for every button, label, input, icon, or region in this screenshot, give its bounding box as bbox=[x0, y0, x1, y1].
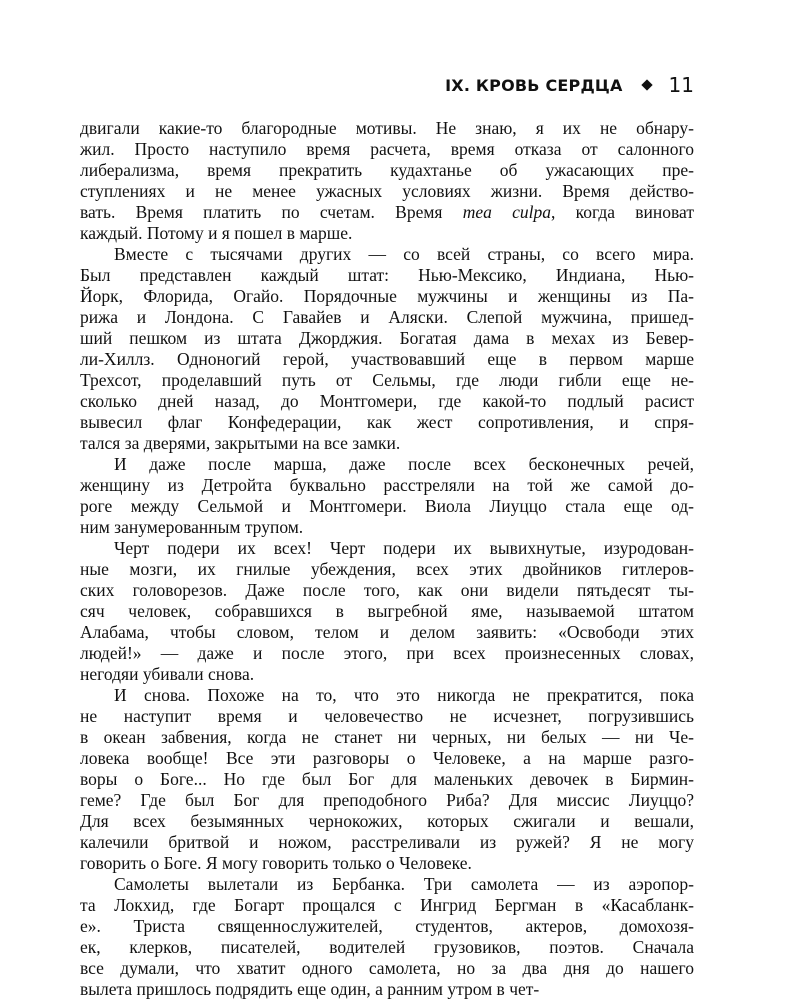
text-line: И даже после марша, даже после всех бесконечных речей, bbox=[114, 454, 694, 474]
text-line: вать. Время платить по счетам. Время mea culpa, когда виноват bbox=[80, 202, 694, 222]
text-line: Черт подери их всех! Черт подери их вывихнутые, изуродован- bbox=[114, 538, 694, 558]
paragraph bbox=[80, 538, 694, 685]
text-line: Алабама, чтобы словом, телом и делом заявить: «Освободи этих bbox=[80, 622, 694, 642]
text-line: людей!» — даже и после этого, при всех произнесенных словах, bbox=[80, 643, 694, 663]
text-line: калечили бритвой и ножом, расстреливали из ружей? Я не могу bbox=[80, 832, 694, 852]
text-line: воры о Боге... Но где был Бог для маленьких девочек в Бирмин- bbox=[80, 769, 694, 789]
text-line: либерализма, время прекратить кудахтанье об ужасающих пре- bbox=[80, 160, 694, 180]
text-line: Был представлен каждый штат: Нью-Мексико, Индиана, Нью- bbox=[80, 265, 694, 285]
page-header bbox=[80, 72, 694, 98]
text-line: все думали, что хватит одного самолета, но за два дня до нашего bbox=[80, 958, 694, 978]
text-line: Йорк, Флорида, Огайо. Порядочные мужчины и женщины из Па- bbox=[80, 286, 694, 306]
text-line: в океан забвения, когда не станет ни черных, ни белых — ни Че- bbox=[80, 727, 694, 747]
text-line: ные мозги, их гнилые убеждения, всех этих двойников гитлеров- bbox=[80, 559, 694, 579]
text-line: ли-Хиллз. Одноногий герой, участвовавший еще в первом марше bbox=[80, 349, 694, 369]
text-line: ший пешком из штата Джорджия. Богатая дама в мехах из Бевер- bbox=[80, 328, 694, 348]
running-title: IX. КРОВЬ СЕРДЦА bbox=[445, 75, 623, 95]
paragraph bbox=[80, 118, 694, 244]
text-line: двигали какие-то благородные мотивы. Не знаю, я их не обнару- bbox=[80, 118, 694, 138]
text-line: Трехсот, проделавший путь от Сельмы, где люди гибли еще не- bbox=[80, 370, 694, 390]
text-line: говорить о Боге. Я могу говорить только о Человеке. bbox=[80, 853, 472, 873]
text-line: рижа и Лондона. С Гавайев и Аляски. Слепой мужчина, пришед- bbox=[80, 307, 694, 327]
paragraph bbox=[80, 874, 694, 1000]
text-line: негодяи убивали снова. bbox=[80, 664, 255, 684]
body-text bbox=[80, 118, 694, 1000]
text-line: геме? Где был Бог для преподобного Риба? Для миссис Лиуццо? bbox=[80, 790, 694, 810]
text-line: каждый. Потому и я пошел в марше. bbox=[80, 223, 353, 243]
text-line: не наступит время и человечество не исчезнет, погрузившись bbox=[80, 706, 694, 726]
text-line: ним занумерованным трупом. bbox=[80, 517, 304, 537]
text-line: И снова. Похоже на то, что это никогда не прекратится, пока bbox=[114, 685, 694, 705]
text-line: сяч человек, собравшихся в выгребной яме, называемой штатом bbox=[80, 601, 694, 621]
text-line: ек, клерков, писателей, водителей грузовиков, поэтов. Сначала bbox=[80, 937, 694, 957]
text-line: ских головорезов. Даже после того, как они видели пятьдесят ты- bbox=[80, 580, 694, 600]
text-line: сколько дней назад, до Монтгомери, где какой-то подлый расист bbox=[80, 391, 694, 411]
text-line: вылета пришлось подрядить еще один, а ранним утром в чет- bbox=[80, 979, 540, 999]
text-line: женщину из Детройта буквально расстреляли на той же самой до- bbox=[80, 475, 694, 495]
text-line: ловека вообще! Все эти разговоры о Человеке, а на марше разго- bbox=[80, 748, 694, 768]
diamond-icon bbox=[641, 79, 652, 90]
text-line: Для всех безымянных чернокожих, которых сжигали и вешали, bbox=[80, 811, 694, 831]
text-line: вывесил флаг Конфедерации, как жест сопротивления, и спря- bbox=[80, 412, 694, 432]
text-line: Самолеты вылетали из Бербанка. Три самолета — из аэропор- bbox=[114, 874, 694, 894]
italic-phrase: mea culpa bbox=[462, 202, 552, 222]
paragraph bbox=[80, 685, 694, 874]
text-line: е». Триста священнослужителей, студентов, актеров, домохозя- bbox=[80, 916, 694, 936]
paragraph bbox=[80, 454, 694, 538]
page-number: 11 bbox=[668, 73, 694, 97]
text-line: роге между Сельмой и Монтгомери. Виола Лиуццо стала еще од- bbox=[80, 496, 694, 516]
text-line: Вместе с тысячами других — со всей страны, со всего мира. bbox=[114, 244, 694, 264]
text-line: ступлениях и не менее ужасных условиях жизни. Время действо- bbox=[80, 181, 694, 201]
text-line: та Локхид, где Богарт прощался с Ингрид Бергман в «Касабланк- bbox=[80, 895, 694, 915]
text-line: тался за дверями, закрытыми на все замки. bbox=[80, 433, 401, 453]
text-line: жил. Просто наступило время расчета, время отказа от салонного bbox=[80, 139, 694, 159]
paragraph bbox=[80, 244, 694, 454]
